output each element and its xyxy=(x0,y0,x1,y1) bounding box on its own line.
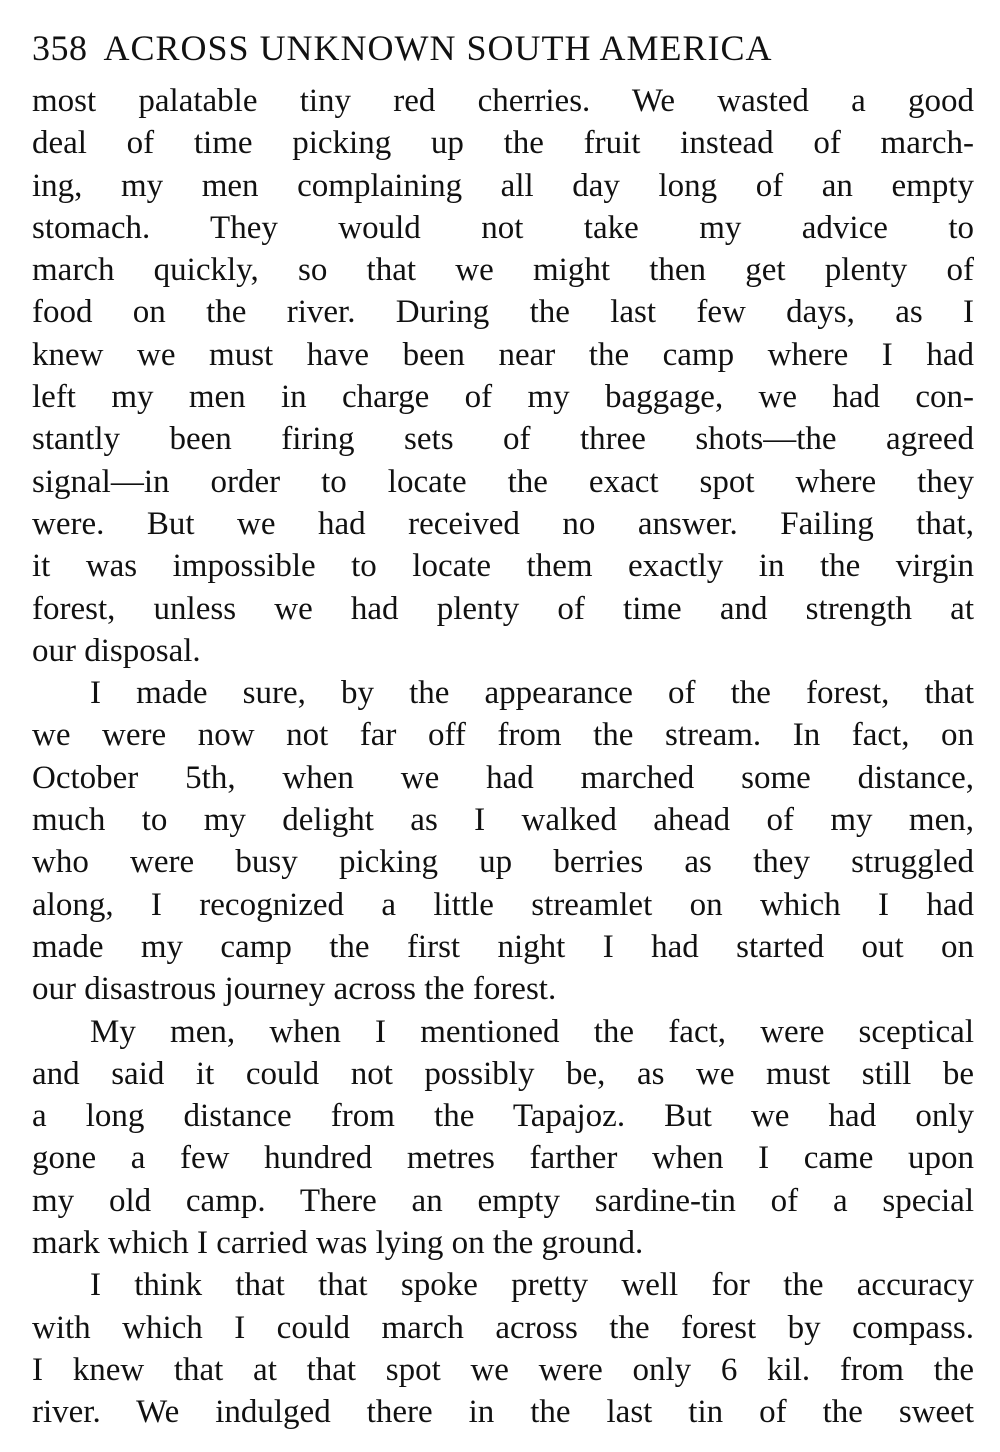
book-title: ACROSS UNKNOWN SOUTH AMERICA xyxy=(103,28,773,68)
text-line: gone a few hundred metres farther when I came upon xyxy=(32,1140,974,1177)
text-line: much to my delight as I walked ahead of my men, xyxy=(32,802,974,839)
text-line: knew we must have been near the camp where I had xyxy=(32,336,974,373)
paragraph-end-line: our disastrous journey across the forest. xyxy=(32,971,557,1008)
text-line: stomach. They would not take my advice to xyxy=(32,209,974,246)
text-line: it was impossible to locate them exactly in the virgin xyxy=(32,548,974,585)
body-text xyxy=(32,80,974,1434)
text-line: a long distance from the Tapajoz. But we had only xyxy=(32,1098,974,1135)
text-line: and said it could not possibly be, as we must still be xyxy=(32,1055,974,1092)
text-line: stantly been firing sets of three shots—the agreed xyxy=(32,421,974,458)
paragraph-start-line: I think that that spoke pretty well for the accuracy xyxy=(90,1267,974,1304)
text-line: food on the river. During the last few days, as I xyxy=(32,294,974,331)
text-line: ing, my men complaining all day long of an empty xyxy=(32,167,974,204)
text-line: with which I could march across the forest by compass. xyxy=(32,1309,974,1346)
text-line: forest, unless we had plenty of time and strength at xyxy=(32,590,974,627)
text-line: made my camp the first night I had started out on xyxy=(32,928,974,965)
text-line: signal—in order to locate the exact spot where they xyxy=(32,463,974,500)
text-line: October 5th, when we had marched some distance, xyxy=(32,759,974,796)
text-line: along, I recognized a little streamlet on which I had xyxy=(32,886,974,923)
text-line: who were busy picking up berries as they struggled xyxy=(32,844,974,881)
paragraph-end-line: our disposal. xyxy=(32,632,201,669)
text-line: deal of time picking up the fruit instead of march- xyxy=(32,125,974,162)
page-number: 358 xyxy=(32,28,88,68)
text-line: were. But we had received no answer. Failing that, xyxy=(32,505,974,542)
text-line: march quickly, so that we might then get plenty of xyxy=(32,252,974,289)
text-line: I knew that at that spot we were only 6 kil. from the xyxy=(32,1351,974,1388)
text-line: most palatable tiny red cherries. We wasted a good xyxy=(32,83,974,119)
paragraph-end-line: mark which I carried was lying on the ground. xyxy=(32,1225,644,1262)
paragraph-start-line: I made sure, by the appearance of the forest, that xyxy=(90,675,974,712)
text-line: we were now not far off from the stream. In fact, on xyxy=(32,717,974,754)
text-line: left my men in charge of my baggage, we had con- xyxy=(32,379,974,416)
running-head xyxy=(32,22,974,74)
text-line: my old camp. There an empty sardine-tin of a special xyxy=(32,1182,974,1219)
paragraph-start-line: My men, when I mentioned the fact, were sceptical xyxy=(90,1013,974,1050)
text-line: river. We indulged there in the last tin of the sweet xyxy=(32,1394,974,1431)
